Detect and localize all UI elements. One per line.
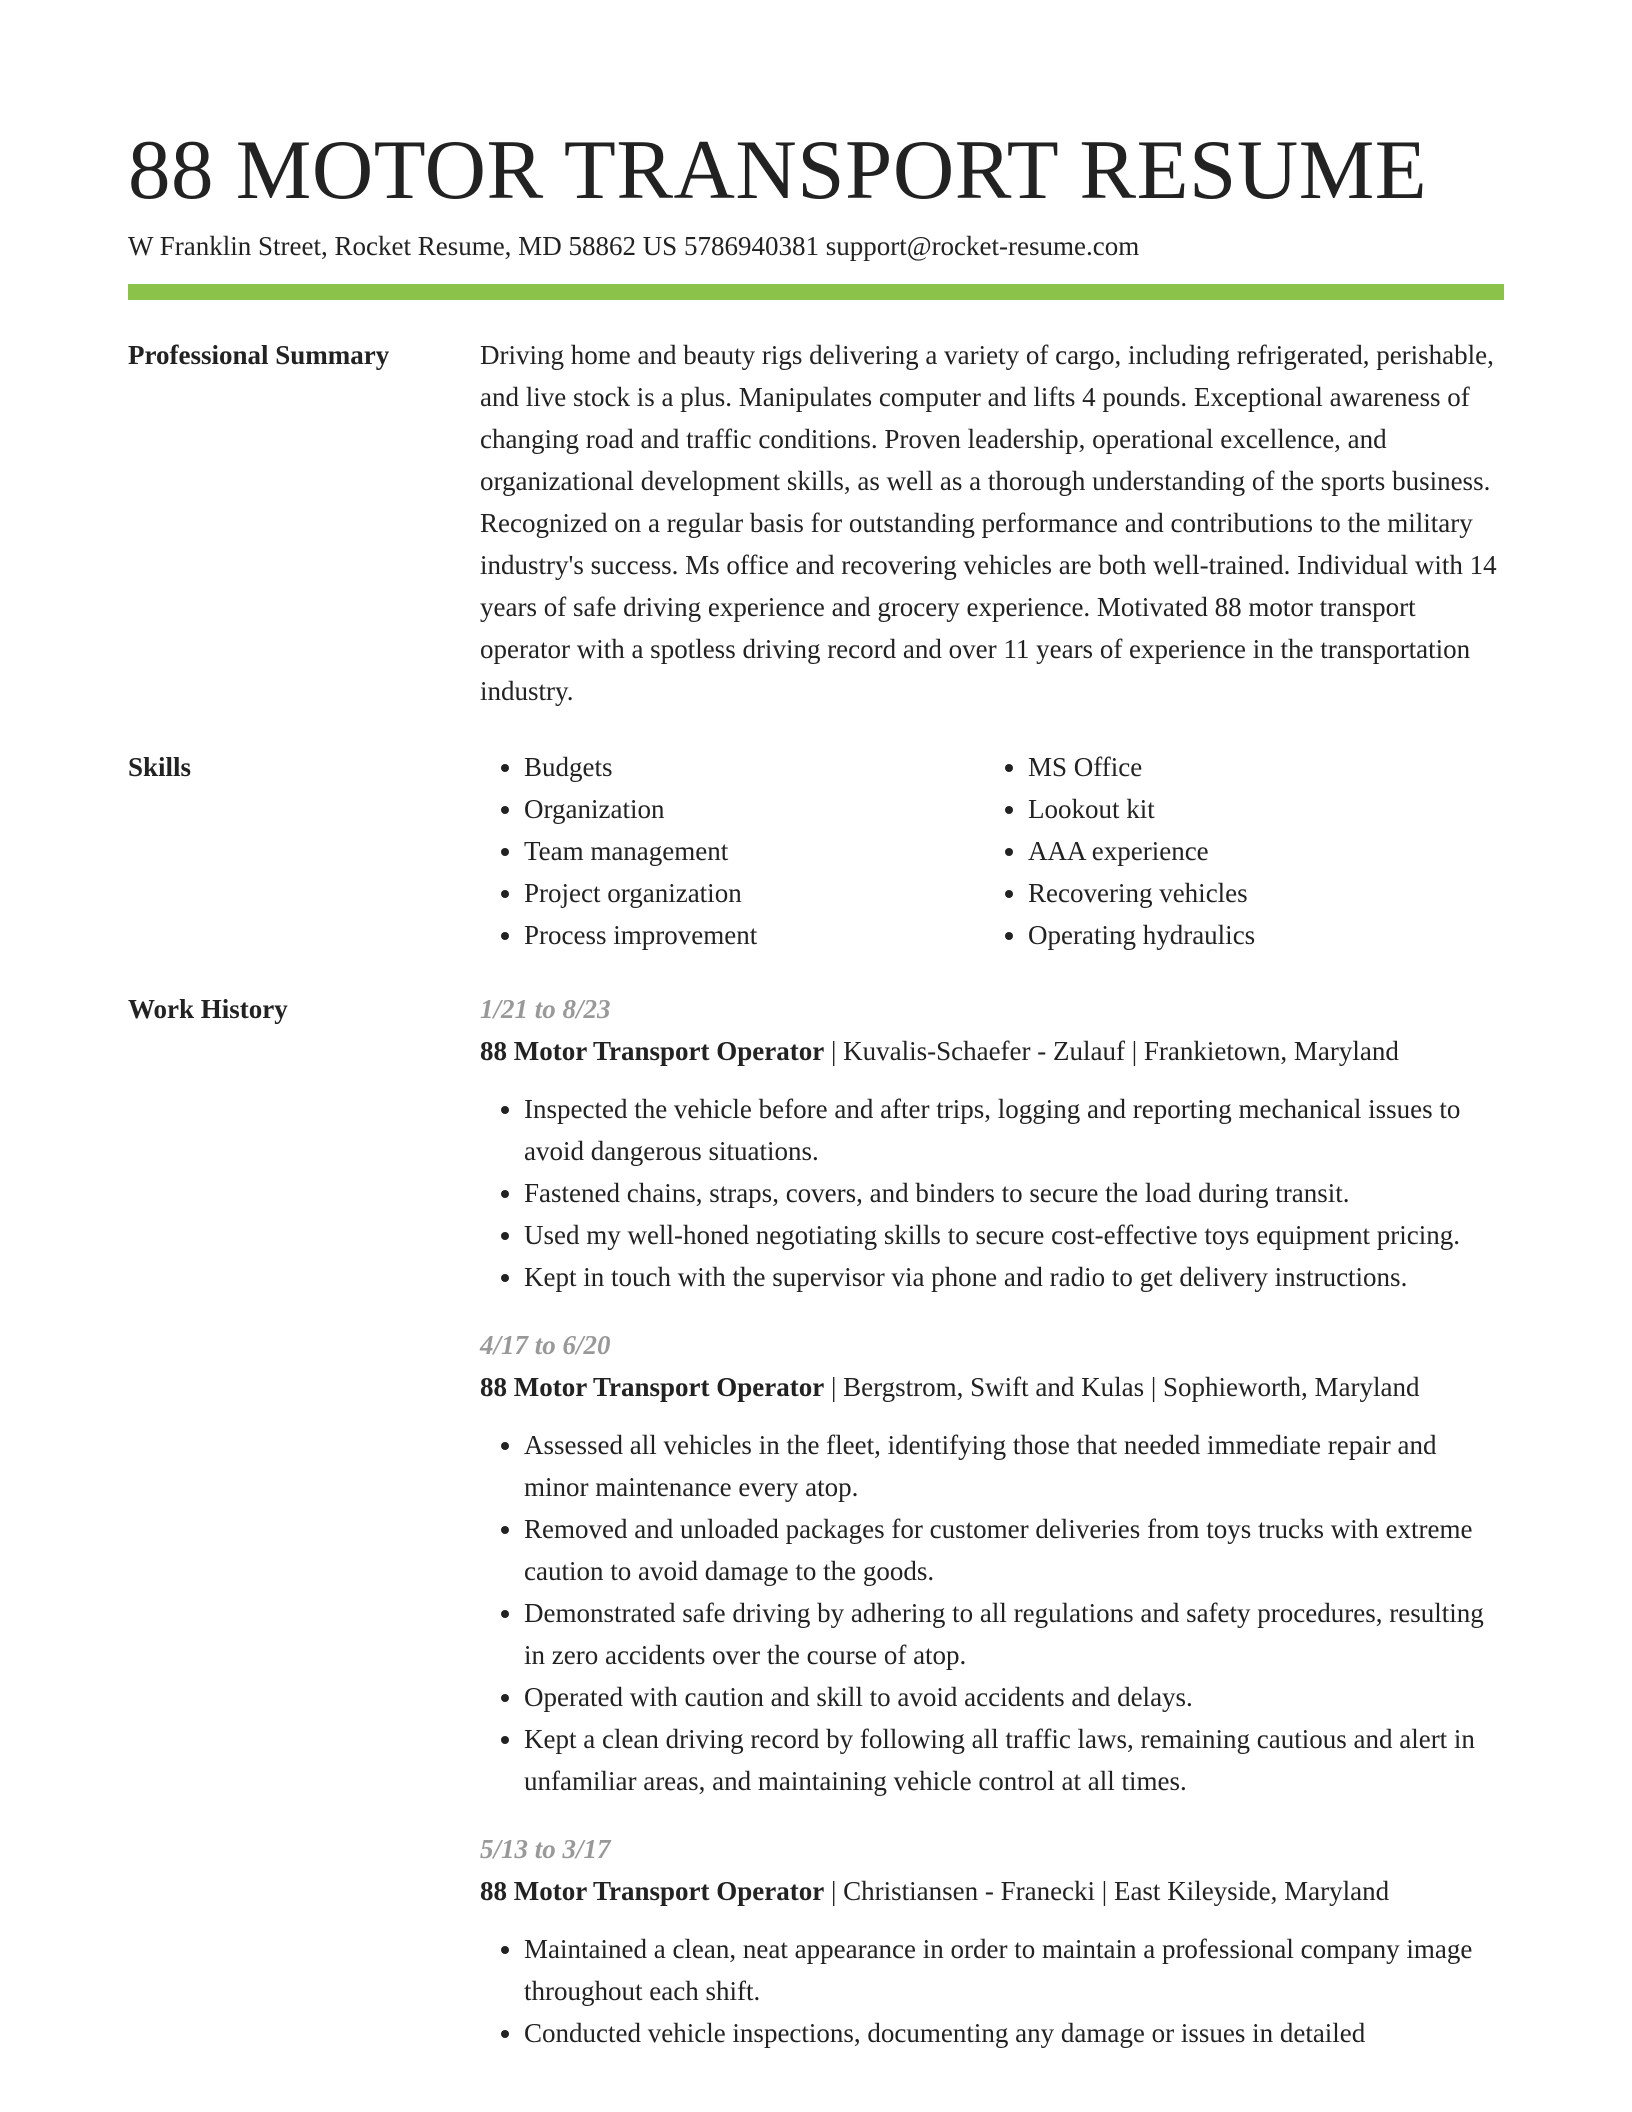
job-employer-location: | Christiansen - Franecki | East Kileyside, Maryland — [824, 1876, 1390, 1906]
job-entry — [480, 988, 1504, 1298]
job-dates: 1/21 to 8/23 — [480, 994, 611, 1024]
job-duty: • Removed and unloaded packages for customer deliveries from toys trucks with extreme caution to avoid damage to the goods. — [524, 1508, 1504, 1592]
job-heading — [480, 1366, 1504, 1408]
job-duty: • Maintained a clean, neat appearance in order to maintain a professional company image throughout each shift. — [524, 1928, 1504, 2012]
skill-item: • Recovering vehicles — [1028, 872, 1488, 914]
resume-title: 88 MOTOR TRANSPORT RESUME — [128, 123, 1428, 217]
job-heading — [480, 1030, 1504, 1072]
job-title: 88 Motor Transport Operator — [480, 1372, 825, 1402]
job-duty: • Kept in touch with the supervisor via phone and radio to get delivery instructions. — [524, 1256, 1504, 1298]
job-duty: • Assessed all vehicles in the fleet, identifying those that needed immediate repair and minor maintenance every atop. — [524, 1424, 1504, 1508]
skills-list — [480, 746, 1504, 956]
skills-column-left — [480, 746, 984, 956]
summary-label: Professional Summary — [128, 340, 390, 370]
header-divider — [128, 284, 1504, 300]
skills-column-right — [984, 746, 1488, 956]
job-duty: • Inspected the vehicle before and after trips, logging and reporting mechanical issues to avoid dangerous situations. — [524, 1088, 1504, 1172]
work-history-body — [480, 988, 1504, 2080]
work-history-section — [128, 988, 1504, 2080]
summary-section — [128, 334, 1504, 712]
job-duty: • Used my well-honed negotiating skills to secure cost-effective toys equipment pricing. — [524, 1214, 1504, 1256]
job-employer-location: | Kuvalis-Schaefer - Zulauf | Frankietown, Maryland — [824, 1036, 1399, 1066]
job-duty: • Conducted vehicle inspections, documenting any damage or issues in detailed — [524, 2012, 1504, 2054]
skill-item: • Budgets — [524, 746, 984, 788]
job-duties — [480, 1928, 1504, 2054]
job-dates: 4/17 to 6/20 — [480, 1330, 611, 1360]
job-entry — [480, 1324, 1504, 1802]
job-duties — [480, 1424, 1504, 1802]
summary-body — [480, 334, 1504, 712]
job-duty: • Demonstrated safe driving by adhering to all regulations and safety procedures, resulting in zero accidents over the course of atop. — [524, 1592, 1504, 1676]
job-title: 88 Motor Transport Operator — [480, 1876, 825, 1906]
contact-info: W Franklin Street, Rocket Resume, MD 58862 US 5786940381 support@rocket-resume.com — [128, 231, 1140, 261]
job-heading — [480, 1870, 1504, 1912]
skills-section — [128, 746, 1504, 956]
skill-item: • AAA experience — [1028, 830, 1488, 872]
job-duty: • Operated with caution and skill to avoid accidents and delays. — [524, 1676, 1504, 1718]
job-entry — [480, 1828, 1504, 2054]
skill-item: • Process improvement — [524, 914, 984, 956]
job-employer-location: | Bergstrom, Swift and Kulas | Sophieworth, Maryland — [824, 1372, 1420, 1402]
job-duties — [480, 1088, 1504, 1298]
skill-item: • Operating hydraulics — [1028, 914, 1488, 956]
job-dates: 5/13 to 3/17 — [480, 1834, 611, 1864]
skill-item: • Lookout kit — [1028, 788, 1488, 830]
skill-item: • Team management — [524, 830, 984, 872]
job-title: 88 Motor Transport Operator — [480, 1036, 825, 1066]
resume-page — [128, 120, 1504, 2080]
summary-text: Driving home and beauty rigs delivering a variety of cargo, including refrigerated, perishable, and live stock is a plus. Manipulates computer and lifts 4 pounds. Exceptional awareness of changing road and traffic conditions. Proven leadership, operational excellence, and organizational development skills, as well as a thorough understanding of the sports business. Recognized on a regular basis for outstanding performance and contributions to the military industry's success. Ms office and recovering vehicles are both well-trained. Individual with 14 years of safe driving experience and grocery experience. Motivated 88 motor transport operator with a spotless driving record and over 11 years of experience in the transportation industry. — [480, 340, 1497, 706]
skill-item: • MS Office — [1028, 746, 1488, 788]
job-duty: • Kept a clean driving record by following all traffic laws, remaining cautious and alert in unfamiliar areas, and maintaining vehicle control at all times. — [524, 1718, 1504, 1802]
job-duty: • Fastened chains, straps, covers, and binders to secure the load during transit. — [524, 1172, 1504, 1214]
skill-item: • Project organization — [524, 872, 984, 914]
skill-item: • Organization — [524, 788, 984, 830]
skills-label: Skills — [128, 752, 192, 782]
work-history-label: Work History — [128, 994, 288, 1024]
